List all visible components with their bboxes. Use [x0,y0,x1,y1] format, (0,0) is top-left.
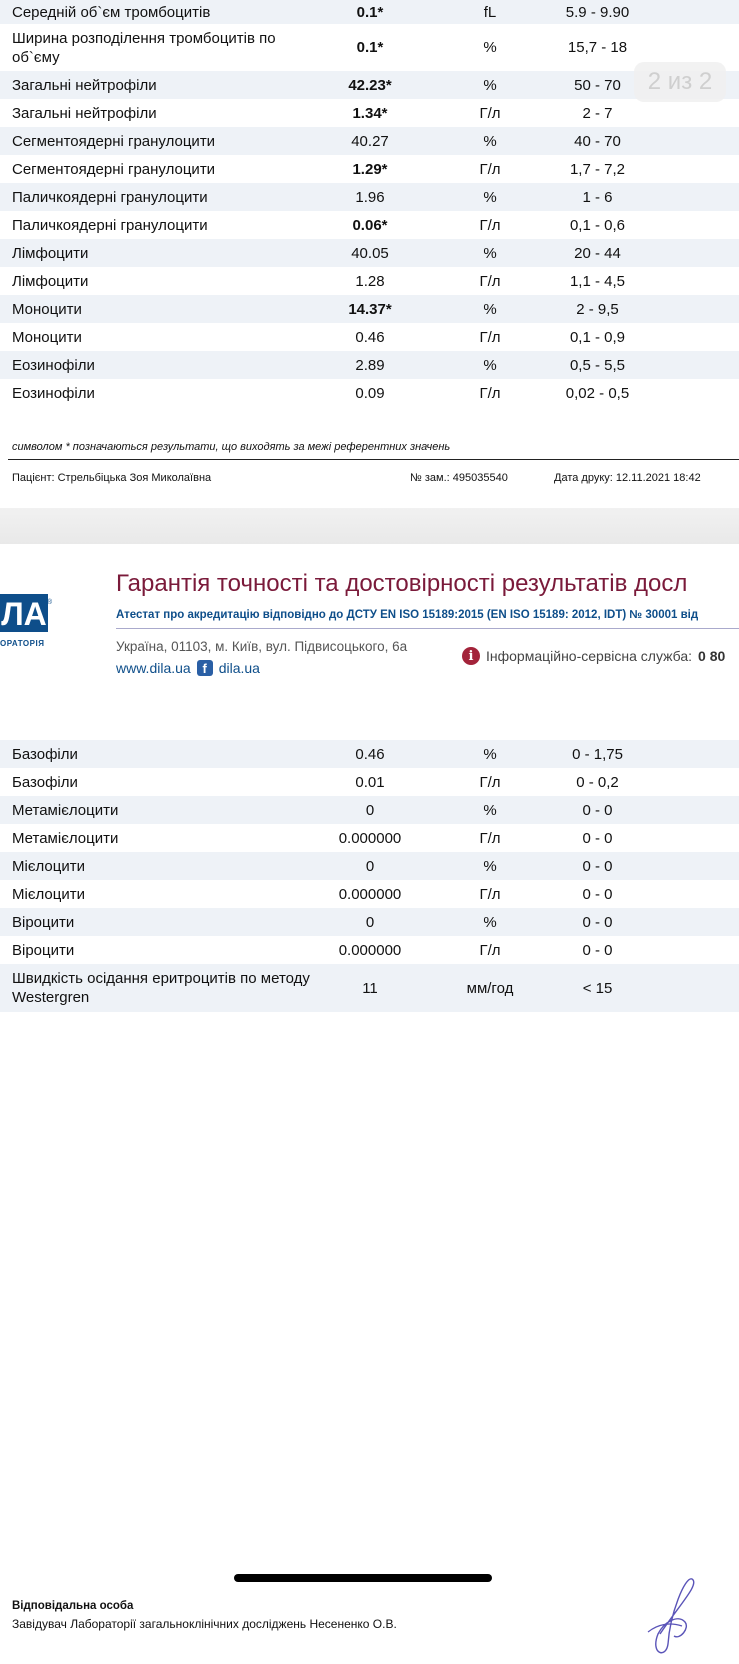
reference-range: 2 - 9,5 [576,300,619,318]
footer-divider [8,459,739,460]
info-service-phone: 0 80 [698,648,726,664]
result-value: 1.34* [352,104,388,122]
page-separator [0,508,739,544]
result-name: Швидкість осідання еритроцитів по методу Westergren [12,970,310,1006]
table-row [0,183,739,211]
result-value: 0 [365,913,375,931]
result-name: Загальні нейтрофіли [12,76,157,94]
result-name: Моноцити [12,300,82,318]
table-row [0,796,739,824]
reference-range: 15,7 - 18 [567,39,628,56]
result-name: Віроцити [12,913,75,931]
table-row [0,351,739,379]
result-unit: % [483,745,497,763]
reference-range: 0 - 0 [582,913,613,931]
result-unit: % [483,913,497,931]
result-value: 11 [362,979,378,997]
lab-logo [0,594,48,632]
result-unit: Г/л [479,829,501,847]
result-unit: % [483,39,497,56]
order-number: № зам.: 495035540 [410,472,508,484]
table-row [0,239,739,267]
result-value: 40.27 [351,132,389,150]
result-unit: % [483,244,497,262]
result-unit: % [483,356,497,374]
header-rule [116,628,739,629]
table-row [0,71,739,99]
result-value: 2.89 [355,356,385,374]
reference-range: 0,1 - 0,9 [569,328,626,346]
web-links [116,660,260,676]
result-name: Мієлоцити [12,885,85,903]
result-unit: % [483,132,497,150]
result-unit: Г/л [479,941,501,959]
result-name: Моноцити [12,328,82,346]
result-value: 0.000000 [338,941,402,959]
info-service [462,647,725,665]
table-row [0,880,739,908]
table-row [0,155,739,183]
result-unit: Г/л [479,104,501,122]
table-row [0,323,739,351]
result-unit: % [483,76,497,94]
patient-name: Пацієнт: Стрельбіцька Зоя Миколаївна [12,472,212,484]
result-value: 0.1* [356,3,384,21]
result-name: Сегментоядерні гранулоцити [12,160,216,178]
reference-range: 0,02 - 0,5 [565,384,630,402]
table-row [0,824,739,852]
result-unit: Г/л [479,885,501,903]
reference-range: 1 - 6 [582,188,613,206]
table-row [0,964,739,1012]
logo-subtitle: ОРАТОРІЯ [0,639,45,648]
result-value: 0.1* [356,39,384,56]
responsible-label: Відповідальна особа [12,1600,134,1612]
result-name: Лімфоцити [12,272,89,290]
table-row [0,852,739,880]
result-value: 1.28 [355,272,385,290]
table-row [0,740,739,768]
responsible-name: Завідувач Лабораторії загальноклінічних досліджень Несененко О.В. [12,1617,397,1631]
result-value: 1.96 [355,188,385,206]
table-row [0,936,739,964]
reference-range: 0 - 0 [582,801,613,819]
result-name: Метамієлоцити [12,829,119,847]
result-name: Сегментоядерні гранулоцити [12,132,216,150]
table-row [0,379,739,407]
result-value: 0 [365,857,375,875]
report-page-1 [0,0,739,508]
result-name: Метамієлоцити [12,801,119,819]
reference-range: 1,7 - 7,2 [569,160,626,178]
result-value: 0.09 [355,384,385,402]
result-value: 0.06* [352,216,388,234]
result-name: Мієлоцити [12,857,85,875]
table-row [0,211,739,239]
info-service-label: Інформаційно-сервісна служба: [486,648,693,664]
result-name: Віроцити [12,941,75,959]
registered-mark: ® [47,599,53,606]
result-value: 40.05 [351,244,389,262]
result-unit: Г/л [479,384,501,402]
result-unit: fL [483,3,497,21]
facebook-link[interactable]: dila.ua [218,660,260,676]
reference-range: < 15 [582,979,613,997]
result-value: 42.23* [348,76,392,94]
reference-range: 0 - 0,2 [576,773,619,791]
table-row [0,99,739,127]
page-counter-badge: 2 из 2 [634,62,726,102]
result-value: 14.37* [348,300,392,318]
result-name: Еозинофіли [12,384,95,402]
reference-range: 0 - 1,75 [572,745,623,763]
reference-range: 0,1 - 0,6 [569,216,626,234]
lab-address: Україна, 01103, м. Київ, вул. Підвисоцького, 6а [116,639,408,654]
reference-range: 0,5 - 5,5 [569,356,626,374]
result-unit: % [483,300,497,318]
reference-range: 20 - 44 [574,244,621,262]
header-title: Гарантія точності та достовірності результатів досл [116,570,688,597]
result-unit: Г/л [479,773,501,791]
home-indicator[interactable] [234,1574,492,1582]
result-name: Загальні нейтрофіли [12,104,157,122]
facebook-icon: f [197,660,213,676]
result-name: Середній об`єм тромбоцитів [12,3,211,21]
reference-range: 50 - 70 [574,76,621,94]
result-value: 0 [365,801,375,819]
result-name: Базофіли [12,773,78,791]
result-unit: % [483,801,497,819]
result-name: Еозинофіли [12,356,95,374]
report-page-2 [0,544,739,1631]
result-value: 0.46 [355,328,385,346]
reference-range: 5.9 - 9.90 [565,3,630,21]
signature [630,1574,710,1664]
table-row [0,127,739,155]
result-unit: % [483,188,497,206]
reference-range: 1,1 - 4,5 [569,272,626,290]
accreditation-text: Атестат про акредитацію відповідно до ДСТУ EN ISO 15189:2015 (EN ISO 15189: 2012, IDT) № 30001 від [116,609,699,621]
reference-range: 0 - 0 [582,885,613,903]
result-unit: Г/л [479,328,501,346]
table-row [0,295,739,323]
print-date: Дата друку: 12.11.2021 18:42 [554,472,701,484]
reference-range: 2 - 7 [582,104,613,122]
logo-text: ЛА [1,596,47,632]
table-row [0,267,739,295]
result-name: Ширина розподілення тромбоцитів по об`єму [12,29,276,66]
result-name: Базофіли [12,745,78,763]
result-value: 0.01 [355,773,385,791]
result-value: 0.46 [355,745,385,763]
info-icon: i [462,647,480,665]
table-row [0,768,739,796]
result-value: 1.29* [352,160,388,178]
result-name: Лімфоцити [12,244,89,262]
result-unit: Г/л [479,160,501,178]
result-name: Паличкоядерні гранулоцити [12,216,208,234]
reference-range: 0 - 0 [582,829,613,847]
result-unit: Г/л [479,272,501,290]
website-link[interactable]: www.dila.ua [116,660,191,676]
reference-range: 40 - 70 [574,132,621,150]
result-unit: мм/год [466,979,514,997]
reference-range: 0 - 0 [582,857,613,875]
table-row [0,24,739,71]
result-name: Паличкоядерні гранулоцити [12,188,208,206]
result-unit: Г/л [479,216,501,234]
table-row [0,908,739,936]
result-unit: % [483,857,497,875]
result-value: 0.000000 [338,829,402,847]
table-row [0,0,739,24]
result-value: 0.000000 [338,885,402,903]
out-of-range-note: символом * позначаються результати, що виходять за межі референтних значень [12,441,451,453]
reference-range: 0 - 0 [582,941,613,959]
